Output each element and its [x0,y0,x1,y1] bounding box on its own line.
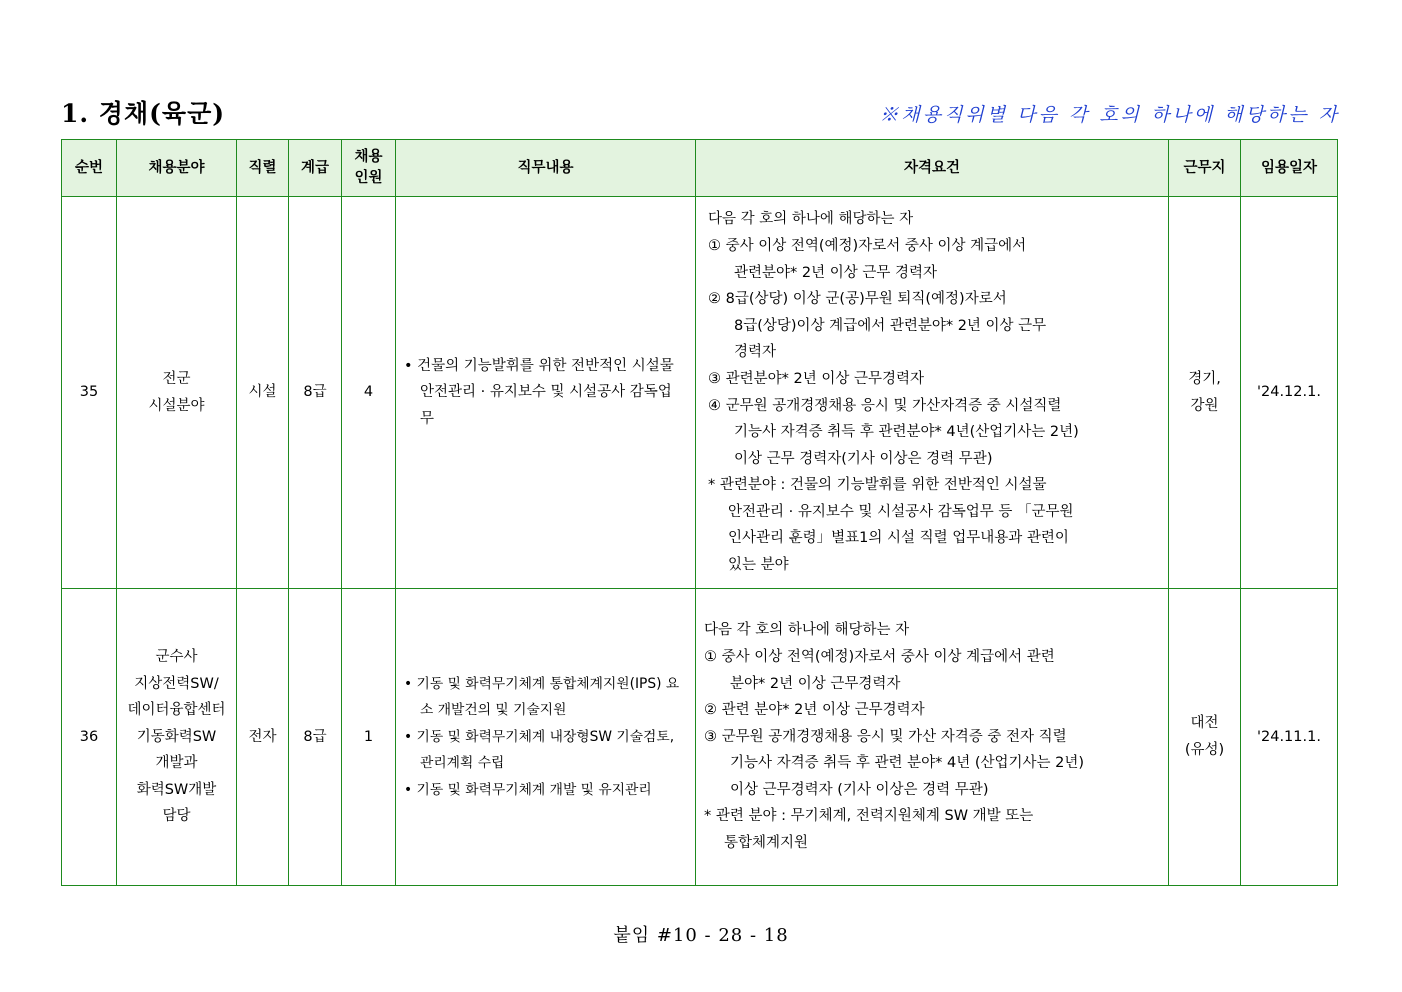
qual-item: ④ 군무원 공개경쟁채용 응시 및 가산자격증 중 시설직렬 기능사 자격증 취득 후 관련분야* 4년(산업기사는 2년) 이상 근무 경력자(기사 이상은 경력 무관) [708,397,1079,467]
cell-series: 전자 [237,589,289,886]
duty-item: • 기동 및 화력무기체계 내장형SW 기술검토, 관리계획 수립 [404,728,675,772]
field-line: 전군 [162,370,191,387]
qual-intro: 다음 각 호의 하나에 해당하는 자 [704,622,910,639]
cell-location [1169,589,1241,886]
qual-intro: 다음 각 호의 하나에 해당하는 자 [708,211,914,228]
header-location: 근무지 [1169,140,1241,197]
page-title: 1. 경채(육군) [61,99,226,128]
field-line: 데이터융합센터 [127,702,226,719]
cell-duties [396,197,696,589]
duty-item: • 기동 및 화력무기체계 통합체계지원(IPS) 요소 개발건의 및 기술지원 [404,675,680,719]
cell-duties [396,589,696,886]
qual-note: * 관련분야 : 건물의 기능발휘를 위한 전반적인 시설물 안전관리 · 유지보수 및 시설공사 감독업무 등 「군무원 인사관리 훈령」별표1의 시설 직렬 업무내용과 관련이 있는 분야 [708,477,1074,574]
duty-item: • 기동 및 화력무기체계 개발 및 유지관리 [404,781,652,798]
recruitment-table [61,139,1338,886]
header-field: 채용분야 [117,140,237,197]
qual-item: ① 중사 이상 전역(예정)자로서 중사 이상 계급에서 관련 분야* 2년 이상 근무경력자 [704,648,1055,692]
cell-count: 4 [342,197,396,589]
cell-grade: 8급 [289,197,342,589]
field-line: 지상전력SW/ [134,675,219,692]
qual-item: ② 8급(상당) 이상 군(공)무원 퇴직(예정)자로서 8급(상당)이상 계급에서 관련분야* 2년 이상 근무 경력자 [708,291,1047,361]
location-line: (유성) [1184,742,1225,758]
cell-field [117,589,237,886]
header-count-line2: 인원 [354,170,383,186]
header-note: ※채용직위별 다음 각 호의 하나에 해당하는 자 [879,104,1340,126]
cell-field [117,197,237,589]
cell-series: 시설 [237,197,289,589]
field-line: 화력SW개발 [136,781,217,798]
cell-no: 36 [62,589,117,886]
cell-grade: 8급 [289,589,342,886]
duty-item: • 건물의 기능발휘를 위한 전반적인 시설물 안전관리 · 유지보수 및 시설공사 감독업무 [404,357,674,427]
cell-no: 35 [62,197,117,589]
field-line: 담당 [162,808,191,825]
qual-item: ③ 관련분야* 2년 이상 근무경력자 [708,370,924,387]
location-line: 대전 [1190,715,1219,732]
header-duties: 직무내용 [396,140,696,197]
header-date: 임용일자 [1241,140,1338,197]
cell-location [1169,197,1241,589]
qual-item: ① 중사 이상 전역(예정)자로서 중사 이상 계급에서 관련분야* 2년 이상 근무 경력자 [708,237,1027,281]
field-line: 기동화력SW [136,728,217,745]
cell-date: '24.11.1. [1241,589,1338,886]
cell-quals [696,197,1169,589]
header-quals: 자격요건 [696,140,1169,197]
location-line: 강원 [1190,397,1219,414]
location-line: 경기, [1188,370,1221,387]
header-count-line1: 채용 [354,149,383,165]
field-line: 군수사 [155,648,198,665]
header-no: 순번 [62,140,117,197]
table-row [62,197,1338,589]
cell-date: '24.12.1. [1241,197,1338,589]
qual-item: ③ 군무원 공개경쟁채용 응시 및 가산 자격증 중 전자 직렬 기능사 자격증 취득 후 관련 분야* 4년 (산업기사는 2년) 이상 근무경력자 (기사 이상은 경력 무관) [704,728,1085,798]
cell-count: 1 [342,589,396,886]
qual-item: ② 관련 분야* 2년 이상 근무경력자 [704,702,925,719]
cell-quals [696,589,1169,886]
table-header-row [62,140,1338,197]
page-footer: 붙임 #10 - 28 - 18 [613,925,789,946]
field-line: 시설분야 [148,397,205,414]
table-row [62,589,1338,886]
header-count [342,140,396,197]
field-line: 개발과 [155,755,198,772]
header-grade: 계급 [289,140,342,197]
header-series: 직렬 [237,140,289,197]
qual-note: * 관련 분야 : 무기체계, 전력지원체계 SW 개발 또는 통합체계지원 [704,808,1034,852]
